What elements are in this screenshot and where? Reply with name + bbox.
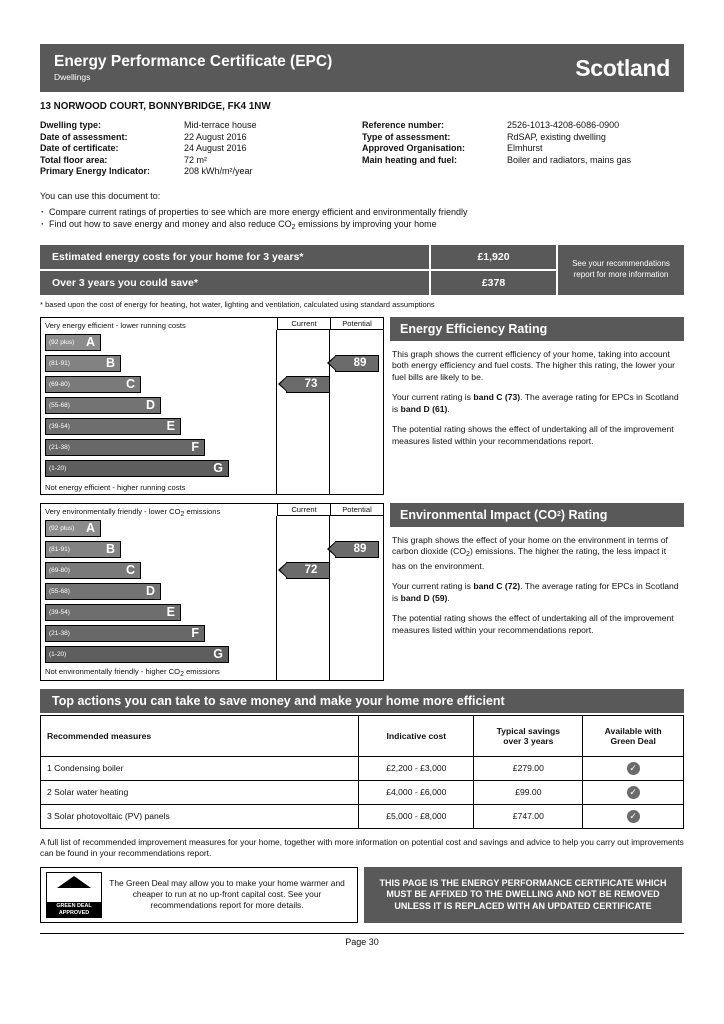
table-row: [41, 804, 684, 828]
detail-label: Primary Energy Indicator:: [40, 166, 151, 177]
measure-label: Solar photovoltaic (PV) panels: [54, 811, 170, 822]
chart-column-headers: [277, 318, 383, 330]
band-letter: A: [85, 335, 95, 350]
band-range: (55-68): [49, 587, 70, 595]
energy-efficiency-chart: [40, 317, 384, 495]
cost-value: £1,920: [431, 245, 556, 269]
band-range: (1-20): [49, 464, 67, 472]
chart-divider: [276, 330, 277, 495]
details-left-values: [184, 120, 257, 178]
energy-bands: [45, 334, 273, 481]
band-bar-d: [45, 583, 161, 600]
table-row: [41, 780, 684, 804]
band-range: (39-54): [49, 608, 70, 616]
subscript-2: 2: [180, 670, 184, 678]
band-row: [45, 625, 273, 644]
band-bar-e: [45, 418, 181, 435]
band-letter: C: [125, 377, 135, 392]
measure-number: 1: [47, 763, 52, 774]
chart-bottom-label: Not environmentally friendly - higher CO2 emissions: [45, 666, 220, 678]
measure-name: [41, 804, 359, 828]
column-header-potential: Potential: [330, 504, 383, 516]
co2-impact-title: Environmental Impact (CO 2 ) Rating: [390, 503, 684, 527]
page-number: Page 30: [40, 933, 684, 947]
band-letter: B: [105, 542, 115, 557]
detail-label: Reference number:: [362, 120, 445, 130]
band-letter: A: [85, 521, 95, 536]
band-letter: B: [105, 356, 115, 371]
band-row: [45, 334, 273, 353]
detail-value: Mid-terrace house: [184, 120, 257, 130]
paragraph: Your current rating is band C (72). The average rating for EPCs in Scotland is band D (59).: [392, 581, 679, 603]
band-range: (55-68): [49, 401, 70, 409]
co2-bands: [45, 520, 273, 667]
co2-impact-text: [390, 503, 684, 681]
cost-row: [40, 271, 556, 295]
band-bar-c: [45, 562, 141, 579]
band-row: [45, 520, 273, 539]
check-icon: ✓: [627, 810, 640, 823]
cost-value: £378: [431, 271, 556, 295]
band-range: (21-38): [49, 629, 70, 637]
band-row: [45, 460, 273, 479]
band-bar-e: [45, 604, 181, 621]
band-bar-a: [45, 334, 101, 351]
subscript-2: 2: [291, 224, 296, 232]
details-right-column: [362, 120, 684, 178]
check-icon: ✓: [627, 762, 640, 775]
column-header-current: Current: [277, 318, 330, 330]
band-letter: E: [166, 605, 175, 620]
document-subtitle: Dwellings: [54, 72, 91, 83]
band-row: [45, 355, 273, 374]
energy-efficiency-block: [40, 317, 684, 495]
paragraph: This graph shows the effect of your home on the environment in terms of carbon dioxide $(CO_2)$ emissions. The higher the rating, the less impact it has on the environment.: [392, 534, 668, 571]
column-header-savings: Typical savings over 3 years: [474, 715, 583, 756]
detail-label: Dwelling type:: [40, 120, 102, 130]
band-letter: C: [125, 563, 135, 578]
green-deal-cell: [583, 804, 684, 828]
measure-name: [41, 780, 359, 804]
detail-value: RdSAP, existing dwelling: [507, 131, 606, 142]
table-row: [41, 756, 684, 780]
details-left-column: [40, 120, 362, 178]
detail-value: 72 m²: [184, 154, 208, 165]
measure-saving: £279.00: [474, 756, 583, 780]
potential-rating-pointer: 89: [335, 355, 379, 372]
column-header-potential: Potential: [330, 318, 383, 330]
detail-value: 208 kWh/m²/year: [184, 166, 253, 177]
band-bar-d: [45, 397, 161, 414]
band-letter: G: [213, 461, 223, 476]
green-deal-text: The Green Deal may allow you to make your home warmer and cheaper to run at no up-front capital cost. See your recommendations report for more details.: [109, 878, 345, 911]
measure-number: 3: [47, 811, 52, 822]
measure-cost: £4,000 - £6,000: [359, 780, 474, 804]
epc-notice-box: THIS PAGE IS THE ENERGY PERFORMANCE CERTIFICATE WHICH MUST BE AFFIXED TO THE DWELLING AND NOT BE REMOVED UNLESS IT IS REPLACED WITH AN UPDATED CERTIFICATE: [364, 867, 682, 923]
band-bar-c: [45, 376, 141, 393]
band-row: [45, 604, 273, 623]
band-row: [45, 439, 273, 458]
current-rating-pointer: 72: [286, 562, 330, 579]
band-row: [45, 541, 273, 560]
use-document-intro: You can use this document to:: [40, 190, 161, 201]
measure-cost: £2,200 - £3,000: [359, 756, 474, 780]
co2-impact-body: [390, 527, 684, 637]
use-document-list: [40, 206, 684, 235]
band-row: [45, 646, 273, 665]
band-bar-g: [45, 646, 229, 663]
band-range: (39-54): [49, 422, 70, 430]
band-row: [45, 397, 273, 416]
energy-efficiency-body: [390, 341, 684, 448]
detail-label: Date of certificate:: [40, 143, 119, 154]
ratings-section: [40, 317, 684, 681]
detail-label: Date of assessment:: [40, 131, 128, 142]
band-range: (81-91): [49, 359, 70, 367]
band-bar-b: [45, 355, 121, 372]
full-list-note: A full list of recommended improvement measures for your home, together with more information on potential cost and savings and advice to help you carry out improvements can be found in your recommendations report.: [40, 836, 684, 858]
recommended-measures-table: [40, 715, 684, 829]
region-label: Scotland: [575, 54, 670, 81]
property-details: [40, 120, 684, 178]
green-deal-cell: [583, 780, 684, 804]
band-range: (92 plus): [49, 524, 75, 532]
paragraph: The potential rating shows the effect of undertaking all of the improvement measures listed within your recommendations report.: [392, 613, 674, 635]
band-bar-f: [45, 439, 205, 456]
band-letter: D: [145, 398, 155, 413]
band-range: (69-80): [49, 380, 70, 388]
band-row: [45, 418, 273, 437]
co2-impact-block: [40, 503, 684, 681]
top-actions-title: Top actions you can take to save money and make your home more efficient: [40, 689, 684, 713]
band-letter: D: [145, 584, 155, 599]
band-bar-g: [45, 460, 229, 477]
details-left-labels: [40, 120, 184, 178]
cost-row: [40, 245, 556, 269]
cost-label: Estimated energy costs for your home for 3 years*: [40, 245, 429, 269]
measure-label: Condensing boiler: [54, 763, 124, 774]
green-deal-cell: [583, 756, 684, 780]
document-header: [40, 44, 684, 92]
current-rating-pointer: 73: [286, 376, 330, 393]
house-icon: [57, 876, 91, 888]
detail-label: Approved Organisation:: [362, 143, 466, 154]
list-item: · Find out how to save energy and money and also reduce $CO_2$ emissions by improving your home: [40, 218, 684, 235]
energy-efficiency-text: [390, 317, 684, 495]
chart-divider: [276, 516, 277, 681]
detail-label: Type of assessment:: [362, 131, 451, 142]
green-deal-logo-text: [47, 902, 101, 917]
column-header-current: Current: [277, 504, 330, 516]
bottom-boxes: [40, 867, 684, 923]
green-deal-box: [40, 867, 358, 923]
column-header-measures: Recommended measures: [41, 715, 359, 756]
measure-saving: £99.00: [474, 780, 583, 804]
energy-efficiency-title: Energy Efficiency Rating: [390, 317, 684, 341]
measure-label: Solar water heating: [54, 787, 129, 798]
table-header-row: [41, 715, 684, 756]
page-content: [40, 44, 684, 947]
chart-top-label: Very environmentally friendly - lower CO2 emissions: [45, 506, 221, 518]
band-bar-f: [45, 625, 205, 642]
detail-value: 22 August 2016: [184, 131, 247, 142]
column-header-cost: Indicative cost: [359, 715, 474, 756]
list-item: · Compare current ratings of properties to see which are more energy efficient and environmentally friendly: [40, 206, 684, 219]
measure-name: [41, 756, 359, 780]
measure-cost: £5,000 - £8,000: [359, 804, 474, 828]
chart-bottom-label: Not energy efficient - higher running costs: [45, 482, 186, 492]
band-letter: F: [191, 440, 199, 455]
band-bar-a: [45, 520, 101, 537]
use-document-section: [40, 191, 684, 235]
cost-label: Over 3 years you could save*: [40, 271, 429, 295]
band-letter: E: [166, 419, 175, 434]
band-letter: G: [213, 647, 223, 662]
energy-costs-table: [40, 245, 684, 297]
subscript-2: 2: [180, 510, 185, 518]
details-right-labels: [362, 120, 507, 178]
paragraph: Your current rating is band C (73). The average rating for EPCs in Scotland is band D (61).: [392, 392, 679, 414]
band-range: (1-20): [49, 650, 67, 658]
measure-number: 2: [47, 787, 52, 798]
detail-label: Main heating and fuel:: [362, 154, 458, 165]
detail-label: Total floor area:: [40, 154, 108, 165]
band-bar-b: [45, 541, 121, 558]
paragraph: The potential rating shows the effect of undertaking all of the improvement measures listed within your recommendations report.: [392, 424, 674, 446]
measure-saving: £747.00: [474, 804, 583, 828]
green-deal-logo-line2: APPROVED: [58, 909, 90, 916]
chart-column-headers: [277, 504, 383, 516]
recommendations-note: See your recommendations report for more information: [558, 245, 684, 295]
green-deal-logo-line1: GREEN DEAL: [56, 903, 92, 910]
detail-value: Boiler and radiators, mains gas: [507, 154, 632, 165]
costs-rows: [40, 245, 556, 297]
column-header-green-deal: Available with Green Deal: [583, 715, 684, 756]
band-range: (69-80): [49, 566, 70, 574]
costs-footnote: * based upon the cost of energy for heating, hot water, lighting and ventilation, calculated using standard assumptions: [40, 299, 435, 309]
detail-value: Elmhurst: [507, 143, 543, 154]
band-range: (21-38): [49, 443, 70, 451]
property-address: 13 NORWOOD COURT, BONNYBRIDGE, FK4 1NW: [40, 101, 271, 112]
band-row: [45, 376, 273, 395]
chart-top-label: Very energy efficient - lower running costs: [45, 320, 186, 330]
subscript-2: 2: [466, 551, 470, 559]
check-icon: ✓: [627, 786, 640, 799]
green-deal-logo: [46, 872, 102, 918]
document-title: Energy Performance Certificate (EPC): [54, 52, 333, 70]
co2-impact-chart: [40, 503, 384, 681]
band-letter: F: [191, 626, 199, 641]
paragraph: This graph shows the current efficiency of your home, taking into account both energy efficiency and fuel costs. The higher this rating, the lower your fuel bills are likely to be.: [392, 348, 675, 382]
details-right-values: [507, 120, 667, 178]
band-range: (92 plus): [49, 338, 75, 346]
band-row: [45, 562, 273, 581]
band-row: [45, 583, 273, 602]
detail-value: 2526-1013-4208-6086-0900: [507, 120, 620, 130]
subscript-2: 2: [556, 511, 561, 519]
header-left: [54, 54, 332, 82]
band-range: (81-91): [49, 545, 70, 553]
detail-value: 24 August 2016: [184, 143, 247, 154]
potential-rating-pointer: 89: [335, 541, 379, 558]
